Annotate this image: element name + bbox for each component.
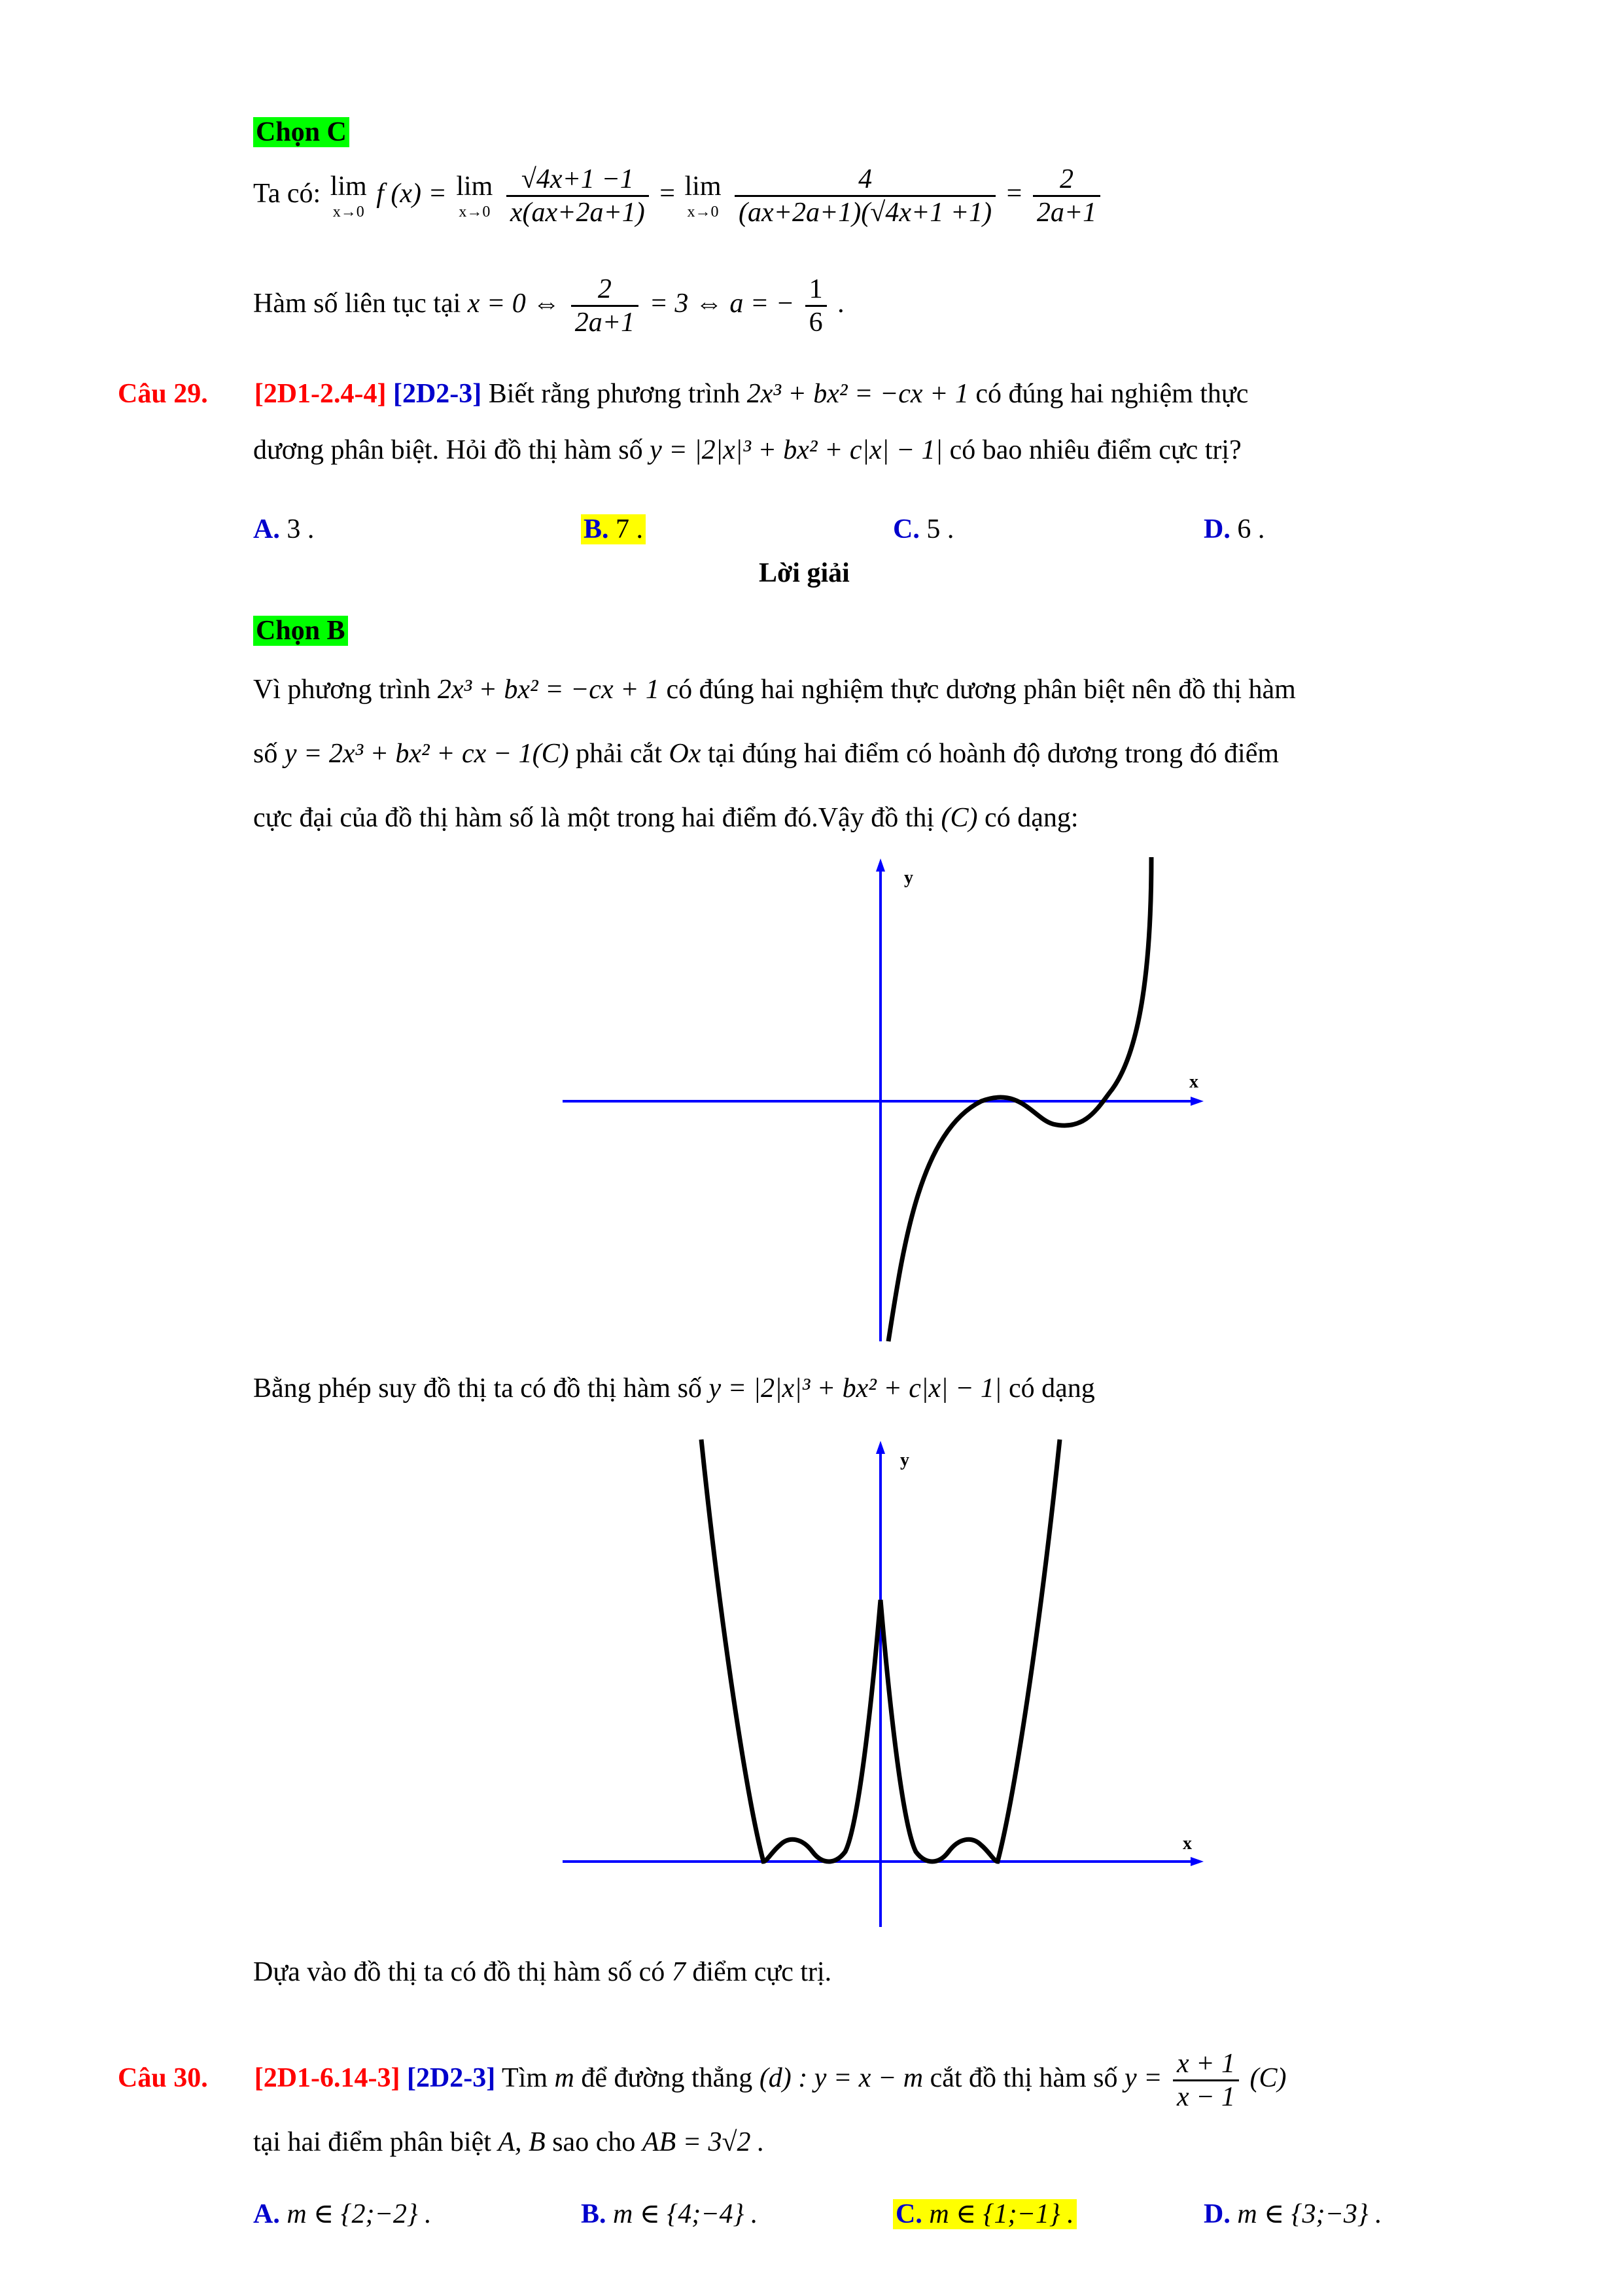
chon-c-label: Chọn C [253, 116, 349, 148]
y-axis-label: y [904, 868, 913, 888]
q29-text2b: có bao nhiêu điểm cực trị? [949, 435, 1242, 465]
x-axis-label: x [1189, 1072, 1198, 1092]
y-axis-arrow [876, 858, 885, 872]
q29-eq1: 2x³ + bx² = −cx + 1 [746, 379, 969, 409]
frac-3: $\frac{2}{2a+1}$ [1033, 164, 1100, 228]
q29-text1a: Biết rằng phương trình [488, 379, 741, 409]
graph-cubic [563, 857, 1217, 1348]
period: . [837, 289, 845, 319]
abs-curve-left [701, 1439, 881, 1862]
q29-sol-line2: số y = 2x³ + bx² + cx − 1(C) phải cắt Ox tại đúng hai điểm có hoành độ dương trong đó điểm [253, 739, 1280, 769]
q29-option-d[interactable]: D. 6 . [1204, 514, 1265, 544]
mid-text: = 3 ⇔ a = − [649, 289, 795, 319]
x0-text: x = 0 ⇔ [467, 289, 561, 319]
eq-sign-1: = [659, 179, 675, 209]
lim-1: lim x→0 [330, 171, 367, 221]
q29-text1b: có đúng hai nghiệm thực [975, 379, 1249, 409]
cubic-curve [888, 857, 1151, 1341]
lim-3: lim x→0 [684, 171, 722, 221]
q30-label: Câu 30. [118, 2063, 208, 2094]
graph-abs [563, 1433, 1217, 1930]
frac-5: $\frac{1}{6}$ [805, 274, 827, 338]
frac-1: $\frac{√4x+1 -1}{x(ax+2a+1)}$ [506, 164, 649, 228]
q30-option-c[interactable]: C. m ∈ {1;−1} . [893, 2197, 1077, 2230]
q29-sol-line3: cực đại của đồ thị hàm số là một trong hai điểm đó.Vậy đồ thị (C) có dạng: [253, 803, 1079, 833]
loi-giai-heading: Lời giải [759, 558, 850, 588]
q29-line2 [253, 434, 1242, 466]
q30-option-d[interactable]: D. m ∈ {3;−3} . [1204, 2199, 1382, 2229]
eq-sign-2: = [1006, 179, 1022, 209]
q29-eq2: y = |2|x|³ + bx² + c|x| − 1| [650, 435, 943, 465]
q29-sol-line1: Vì phương trình 2x³ + bx² = −cx + 1 có đúng hai nghiệm thực dương phân biệt nên đồ thị hàm [253, 675, 1296, 705]
q29-label: Câu 29. [118, 379, 208, 409]
x-axis-arrow [1191, 1857, 1204, 1866]
ham-so-text: Hàm số liên tục tại [253, 289, 461, 319]
frac-4: $\frac{2}{2a+1}$ [571, 274, 638, 338]
q30-line1: Câu 30. [2D1-6.14-3] [2D2-3] Tìm m để đường thẳng (d) : y = x − m cắt đồ thị hàm số y = $\frac{x + 1}{x - 1}$ (C) [118, 2049, 1287, 2112]
x-axis-label: x [1183, 1833, 1192, 1854]
y-axis-arrow [876, 1441, 885, 1454]
q29-tag1: [2D1-2.4-4] [254, 379, 387, 409]
q29-option-a[interactable]: A. 3 . [253, 514, 315, 544]
q30-option-a[interactable]: A. m ∈ {2;−2} . [253, 2199, 432, 2229]
q29-option-b[interactable]: B. 7 . [581, 514, 646, 545]
x-axis-arrow [1191, 1097, 1204, 1106]
q29-sol-line4: Bằng phép suy đồ thị ta có đồ thị hàm số y = |2|x|³ + bx² + c|x| − 1| có dạng [253, 1373, 1095, 1404]
q29-option-c[interactable]: C. 5 . [893, 514, 954, 544]
q29-sol-line5: Dựa vào đồ thị ta có đồ thị hàm số có 7 điểm cực trị. [253, 1957, 832, 1987]
q29-line1 [118, 378, 1248, 410]
lim-2: lim x→0 [456, 171, 493, 221]
q30-tag2: [2D2-3] [406, 2063, 496, 2094]
abs-curve-right [881, 1439, 1060, 1862]
continuity-line [253, 274, 845, 338]
q30-line2: tại hai điểm phân biệt A, B sao cho AB = 3√2 . [253, 2127, 765, 2157]
chon-b-label: Chọn B [253, 615, 348, 646]
q30-tag1: [2D1-6.14-3] [254, 2063, 400, 2094]
q29-text2a: dương phân biệt. Hỏi đồ thị hàm số [253, 435, 643, 465]
frac-2: $\frac{4}{(ax+2a+1)(√4x+1 +1)}$ [735, 164, 996, 228]
ta-co-text: Ta có: [253, 179, 321, 209]
q29-tag2: [2D2-3] [393, 379, 482, 409]
y-axis-label: y [900, 1450, 909, 1470]
fx-text: f (x) = [376, 179, 447, 209]
q30-frac: $\frac{x + 1}{x - 1}$ [1173, 2048, 1239, 2113]
limit-line [253, 164, 1104, 228]
q30-option-b[interactable]: B. m ∈ {4;−4} . [581, 2199, 758, 2229]
